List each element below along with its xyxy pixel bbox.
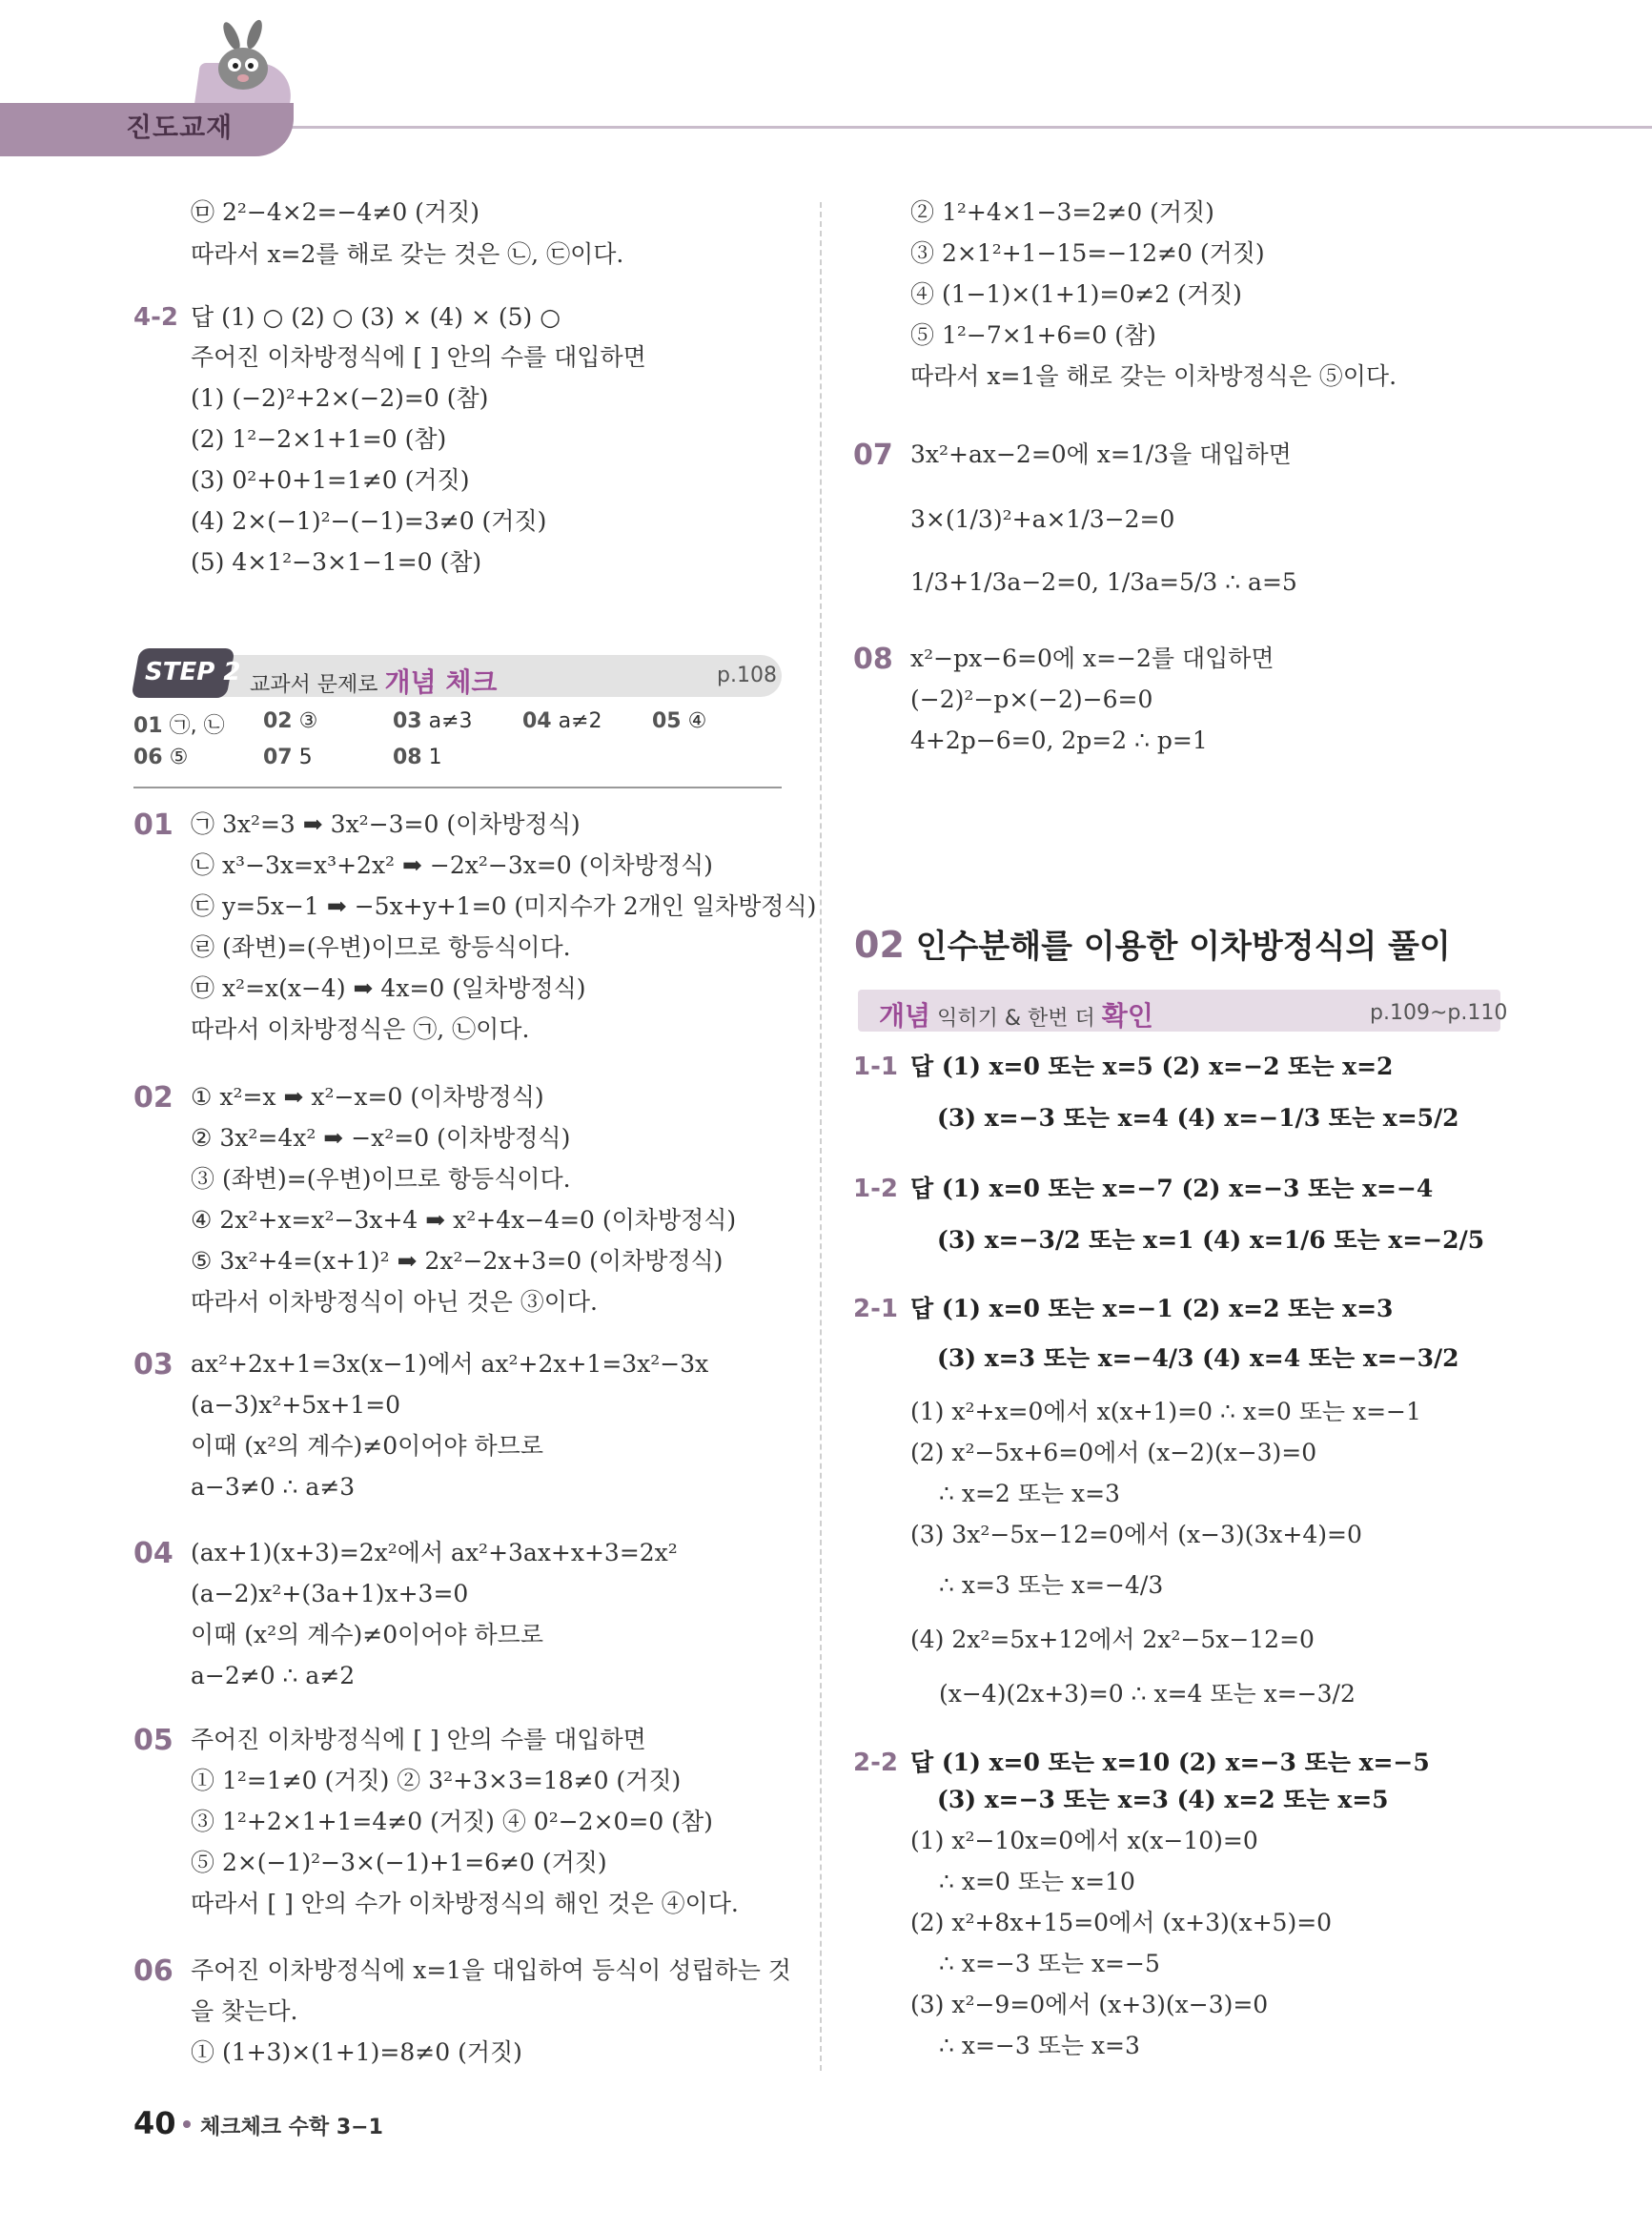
text-line: (2) x²+8x+15=0에서 (x+3)(x+5)=0 (910, 1909, 1333, 1936)
step2-rule (133, 787, 782, 788)
answer-line: (3) x=3 또는 x=−4/3 (4) x=4 또는 x=−3/2 (937, 1344, 1459, 1372)
answer-item: 04 a≠2 (522, 709, 602, 733)
step2-page-ref: p.108 (717, 664, 777, 687)
page-number: 40 (133, 2105, 176, 2141)
text-line: (x−4)(2x+3)=0 ∴ x=4 또는 x=−3/2 (939, 1680, 1356, 1708)
answer-item: 07 5 (263, 746, 313, 769)
text-line: (3) 0²+0+1=1≠0 (거짓) (191, 466, 470, 494)
text-line: 3x²+ax−2=0에 x=1/3을 대입하면 (910, 440, 1292, 468)
section-number: 02 (854, 924, 905, 966)
answer-line: 답 (1) ○ (2) ○ (3) × (4) × (5) ○ (191, 303, 561, 331)
text-line: x²−px−6=0에 x=−2를 대입하면 (910, 644, 1275, 672)
text-line: 따라서 이차방정식은 ㉠, ㉡이다. (191, 1015, 530, 1043)
text-line: ax²+2x+1=3x(x−1)에서 ax²+2x+1=3x²−3x (191, 1350, 709, 1378)
text-line: (3) x²−9=0에서 (x+3)(x−3)=0 (910, 1991, 1269, 2018)
text-line: (5) 4×1²−3×1−1=0 (참) (191, 548, 482, 576)
problem-number: 07 (853, 439, 893, 472)
text-line: ② 1²+4×1−3=2≠0 (거짓) (910, 198, 1214, 226)
text-line: (3) 3x²−5x−12=0에서 (x−3)(3x+4)=0 (910, 1521, 1362, 1548)
text-line: ④ 2x²+x=x²−3x+4 ➡ x²+4x−4=0 (이차방정식) (191, 1206, 737, 1234)
text-line: ④ (1−1)×(1+1)=0≠2 (거짓) (910, 280, 1242, 308)
problem-number: 04 (133, 1537, 173, 1570)
problem-number: 02 (133, 1081, 173, 1115)
text-line: 따라서 이차방정식이 아닌 것은 ③이다. (191, 1288, 598, 1316)
text-line: ∴ x=−3 또는 x=3 (939, 2032, 1140, 2059)
text-line: ㉣ (좌변)=(우변)이므로 항등식이다. (191, 933, 571, 961)
text-line: ∴ x=−3 또는 x=−5 (939, 1950, 1160, 1977)
text-line: 이때 (x²의 계수)≠0이어야 하므로 (191, 1432, 543, 1460)
text-line: 주어진 이차방정식에 [ ] 안의 수를 대입하면 (191, 1726, 646, 1753)
answer-line: (3) x=−3/2 또는 x=1 (4) x=1/6 또는 x=−2/5 (937, 1226, 1485, 1254)
text-line: 주어진 이차방정식에 x=1을 대입하여 등식이 성립하는 것 (191, 1956, 791, 1984)
text-line: (4) 2×(−1)²−(−1)=3≠0 (거짓) (191, 507, 547, 535)
answer-line: 답 (1) x=0 또는 x=−1 (2) x=2 또는 x=3 (910, 1295, 1394, 1322)
text-line: ㉢ y=5x−1 ➡ −5x+y+1=0 (미지수가 2개인 일차방정식) (191, 892, 817, 920)
problem-number: 08 (853, 643, 893, 676)
answer-item: 02 ③ (263, 709, 318, 733)
answer-line: 답 (1) x=0 또는 x=−7 (2) x=−3 또는 x=−4 (910, 1175, 1434, 1202)
text-line: ∴ x=3 또는 x=−4/3 (939, 1571, 1164, 1599)
header-rule (286, 126, 1652, 129)
problem-number: 2-2 (853, 1749, 898, 1777)
answer-line: (3) x=−3 또는 x=3 (4) x=2 또는 x=5 (937, 1786, 1389, 1813)
footer-bullet (183, 2120, 191, 2128)
text-line: ③ (좌변)=(우변)이므로 항등식이다. (191, 1165, 571, 1193)
text-line: ㉠ 3x²=3 ➡ 3x²−3=0 (이차방정식) (191, 810, 581, 838)
text-line: ③ 2×1²+1−15=−12≠0 (거짓) (910, 239, 1265, 267)
concept-title: 개념 익히기 & 한번 더 확인 (879, 1000, 1153, 1032)
answer-line: 답 (1) x=0 또는 x=10 (2) x=−3 또는 x=−5 (910, 1749, 1430, 1776)
text-line: ∴ x=0 또는 x=10 (939, 1868, 1135, 1895)
text-line: (a−3)x²+5x+1=0 (191, 1391, 401, 1419)
answer-item: 06 ⑤ (133, 746, 189, 769)
text-line: a−3≠0 ∴ a≠3 (191, 1473, 356, 1501)
section-title (854, 920, 1451, 967)
column-divider (820, 202, 822, 2071)
text-line: ① 1²=1≠0 (거짓) ② 3²+3×3=18≠0 (거짓) (191, 1767, 682, 1794)
text-line: ⑤ 1²−7×1+6=0 (참) (910, 321, 1156, 349)
text-line: (ax+1)(x+3)=2x²에서 ax²+3ax+x+3=2x² (191, 1539, 678, 1566)
answer-item: 05 ④ (652, 709, 707, 733)
text-line: a−2≠0 ∴ a≠2 (191, 1662, 356, 1689)
text-line: (4) 2x²=5x+12에서 2x²−5x−12=0 (910, 1626, 1315, 1653)
book-title: 체크체크 수학 3−1 (200, 2116, 383, 2139)
text-line: ㉤ 2²−4×2=−4≠0 (거짓) (191, 198, 479, 226)
problem-number: 2-1 (853, 1295, 898, 1323)
problem-number: 03 (133, 1348, 173, 1381)
answer-item: 08 1 (393, 746, 442, 769)
text-line: 1/3+1/3a−2=0, 1/3a=5/3 ∴ a=5 (910, 568, 1297, 596)
answer-line: (3) x=−3 또는 x=4 (4) x=−1/3 또는 x=5/2 (937, 1104, 1459, 1132)
text-line: ㉡ x³−3x=x³+2x² ➡ −2x²−3x=0 (이차방정식) (191, 851, 713, 879)
concept-page-ref: p.109~p.110 (1370, 1001, 1508, 1025)
text-line: ③ 1²+2×1+1=4≠0 (거짓) ④ 0²−2×0=0 (참) (191, 1808, 713, 1835)
text-line: 4+2p−6=0, 2p=2 ∴ p=1 (910, 726, 1208, 754)
text-line: 3×(1/3)²+a×1/3−2=0 (910, 505, 1175, 533)
step2-badge-text: STEP 2 (145, 658, 241, 686)
problem-number: 4-2 (133, 303, 178, 332)
text-line: ⑤ 2×(−1)²−3×(−1)+1=6≠0 (거짓) (191, 1849, 607, 1876)
text-line: ① (1+3)×(1+1)=8≠0 (거짓) (191, 2038, 522, 2066)
text-line: (1) (−2)²+2×(−2)=0 (참) (191, 384, 489, 412)
text-line: ∴ x=2 또는 x=3 (939, 1480, 1120, 1507)
text-line: (2) 1²−2×1+1=0 (참) (191, 425, 447, 453)
problem-number: 1-1 (853, 1053, 898, 1081)
text-line: 따라서 x=1을 해로 갖는 이차방정식은 ⑤이다. (910, 362, 1397, 390)
text-line: (2) x²−5x+6=0에서 (x−2)(x−3)=0 (910, 1439, 1317, 1466)
section-title-text: 인수분해를 이용한 이차방정식의 풀이 (915, 928, 1451, 966)
answer-item: 03 a≠3 (393, 709, 473, 733)
text-line: 주어진 이차방정식에 [ ] 안의 수를 대입하면 (191, 343, 646, 371)
text-line: ② 3x²=4x² ➡ −x²=0 (이차방정식) (191, 1124, 571, 1152)
text-line: 따라서 x=2를 해로 갖는 것은 ㉡, ㉢이다. (191, 240, 624, 268)
rabbit-mascot-icon (195, 19, 291, 105)
text-line: 이때 (x²의 계수)≠0이어야 하므로 (191, 1621, 543, 1648)
text-line: (1) x²−10x=0에서 x(x−10)=0 (910, 1827, 1258, 1854)
text-line: 따라서 [ ] 안의 수가 이차방정식의 해인 것은 ④이다. (191, 1890, 739, 1917)
problem-number: 06 (133, 1954, 173, 1988)
text-line: ㉤ x²=x(x−4) ➡ 4x=0 (일차방정식) (191, 974, 586, 1002)
text-line: (−2)²−p×(−2)−6=0 (910, 685, 1153, 713)
text-line: ⑤ 3x²+4=(x+1)² ➡ 2x²−2x+3=0 (이차방정식) (191, 1247, 724, 1275)
text-line: (1) x²+x=0에서 x(x+1)=0 ∴ x=0 또는 x=−1 (910, 1398, 1421, 1425)
text-line: ① x²=x ➡ x²−x=0 (이차방정식) (191, 1083, 544, 1111)
step2-title-prefix: 교과서 문제로 (250, 673, 378, 697)
problem-number: 1-2 (853, 1175, 898, 1203)
step2-title (250, 662, 497, 700)
problem-number: 05 (133, 1724, 173, 1757)
problem-number: 01 (133, 808, 173, 842)
text-line: (a−2)x²+(3a+1)x+3=0 (191, 1580, 469, 1607)
header-label: 진도교재 (126, 112, 234, 143)
answer-line: 답 (1) x=0 또는 x=5 (2) x=−2 또는 x=2 (910, 1053, 1394, 1080)
step2-title-highlight: 개념 체크 (384, 666, 498, 698)
text-line: 을 찾는다. (191, 1997, 298, 2025)
answer-item: 01 ㉠, ㉡ (133, 714, 225, 738)
